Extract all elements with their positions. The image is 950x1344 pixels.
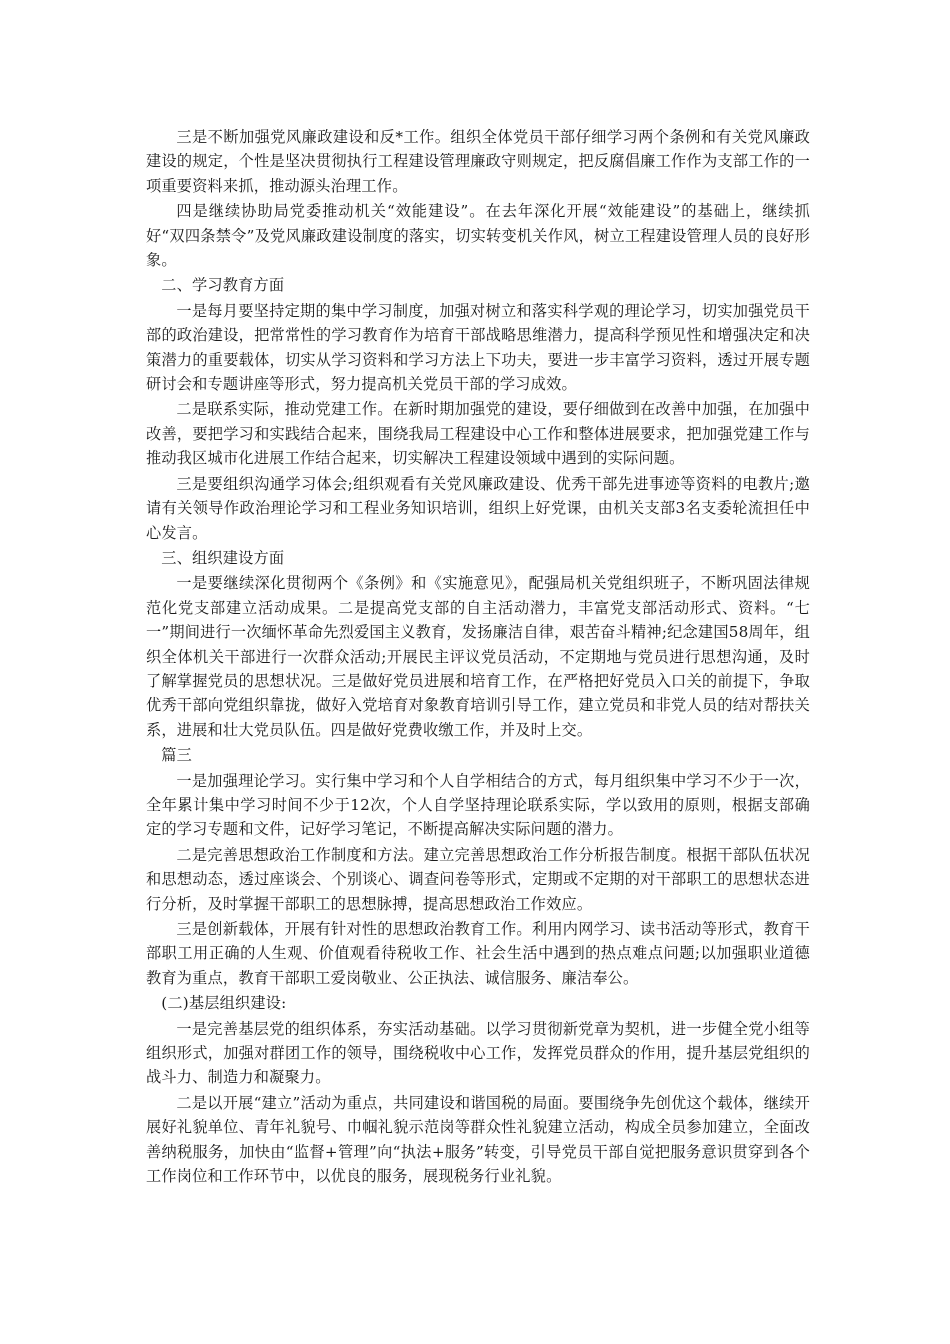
paragraph: 二是联系实际，推动党建工作。在新时期加强党的建设，要仔细做到在改善中加强，在加强中改善，要把学习和实践结合起来，围绕我局工程建设中心工作和整体进展要求，把加强党建工作与推动我区城市化进展工作结合起来，切实解决工程建设领域中遇到的实际问题。 [146, 400, 810, 468]
section-heading: 篇三 [161, 746, 192, 765]
paragraph: 一是完善基层党的组织体系，夯实活动基础。以学习贯彻新党章为契机，进一步健全党小组等组织形式，加强对群团工作的领导，围绕税收中心工作，发挥党员群众的作用，提升基层党组织的战斗力、制造力和凝聚力。 [146, 1019, 810, 1087]
paragraph: 三是不断加强党风廉政建设和反*工作。组织全体党员干部仔细学习两个条例和有关党风廉政建设的规定，个性是坚决贯彻执行工程建设管理廉政守则规定，把反腐倡廉工作作为支部工作的一项重要资料来抓，推动源头治理工作。 [146, 128, 810, 195]
paragraph: 二是完善思想政治工作制度和方法。建立完善思想政治工作分析报告制度。根据干部队伍状况和思想动态，透过座谈会、个别谈心、调查问卷等形式，定期或不定期的对干部职工的思想状态进行分析，及时掌握干部职工的思想脉搏，提高思想政治工作效应。 [146, 845, 810, 913]
paragraph: 一是加强理论学习。实行集中学习和个人自学相结合的方式，每月组织集中学习不少于一次，全年累计集中学习时间不少于12次，个人自学坚持理论联系实际，学以致用的原则，根据支部确定的学习专题和文件，记好学习笔记，不断提高解决实际问题的潜力。 [146, 771, 810, 839]
paragraph: 一是每月要坚持定期的集中学习制度，加强对树立和落实科学观的理论学习，切实加强党员干部的政治建设，把常常性的学习教育作为培育干部战略思维潜力，提高科学预见性和增强决定和决策潜力的重要载体，切实从学习资料和学习方法上下功夫，要进一步丰富学习资料，透过开展专题研讨会和专题讲座等形式，努力提高机关党员干部的学习成效。 [146, 301, 810, 394]
paragraph: 一是要继续深化贯彻两个《条例》和《实施意见》，配强局机关党组织班子，不断巩固法律规范化党支部建立活动成果。二是提高党支部的自主活动潜力，丰富党支部活动形式、资料。“七一”期间进行一次缅怀革命先烈爱国主义教育，发扬廉洁自律，艰苦奋斗精神;纪念建国58周年，组织全体机关干部进行一次群众活动;开展民主评议党员活动，不定期地与党员进行思想沟通，及时了解掌握党员的思想状况。三是做好党员进展和培育工作，在严格把好党员入口关的前提下，争取优秀干部向党组织靠拢，做好入党培育对象教育培训引导工作，建立党员和非党人员的结对帮扶关系，进展和壮大党员队伍。四是做好党费收缴工作，并及时上交。 [146, 574, 810, 739]
section-heading: 二、学习教育方面 [161, 276, 285, 295]
paragraph: 三是创新载体，开展有针对性的思想政治教育工作。利用内网学习、读书活动等形式，教育干部职工用正确的人生观、价值观看待税收工作、社会生活中遇到的热点难点问题;以加强职业道德教育为重点，教育干部职工爱岗敬业、公正执法、诚信服务、廉洁奉公。 [146, 920, 810, 987]
section-heading: (二)基层组织建设: [161, 994, 287, 1013]
paragraph: 三是要组织沟通学习体会;组织观看有关党风廉政建设、优秀干部先进事迹等资料的电教片;邀请有关领导作政治理论学习和工程业务知识培训，组织上好党课，由机关支部3名支委轮流担任中心发言。 [146, 474, 810, 542]
document-page [146, 125, 810, 1189]
section-heading: 三、组织建设方面 [161, 548, 285, 567]
paragraph: 四是继续协助局党委推动机关“效能建设”。在去年深化开展“效能建设”的基础上，继续抓好“双四条禁令”及党风廉政建设制度的落实，切实转变机关作风，树立工程建设管理人员的良好形象。 [146, 202, 810, 270]
paragraph: 二是以开展“建立”活动为重点，共同建设和谐国税的局面。要围绕争先创优这个载体，继续开展好礼貌单位、青年礼貌号、巾帼礼貌示范岗等群众性礼貌建立活动，构成全员参加建立，全面改善纳税服务，加快由“监督+管理”向“执法+服务”转变，引导党员干部自觉把服务意识贯穿到各个工作岗位和工作环节中，以优良的服务，展现税务行业礼貌。 [146, 1093, 810, 1186]
